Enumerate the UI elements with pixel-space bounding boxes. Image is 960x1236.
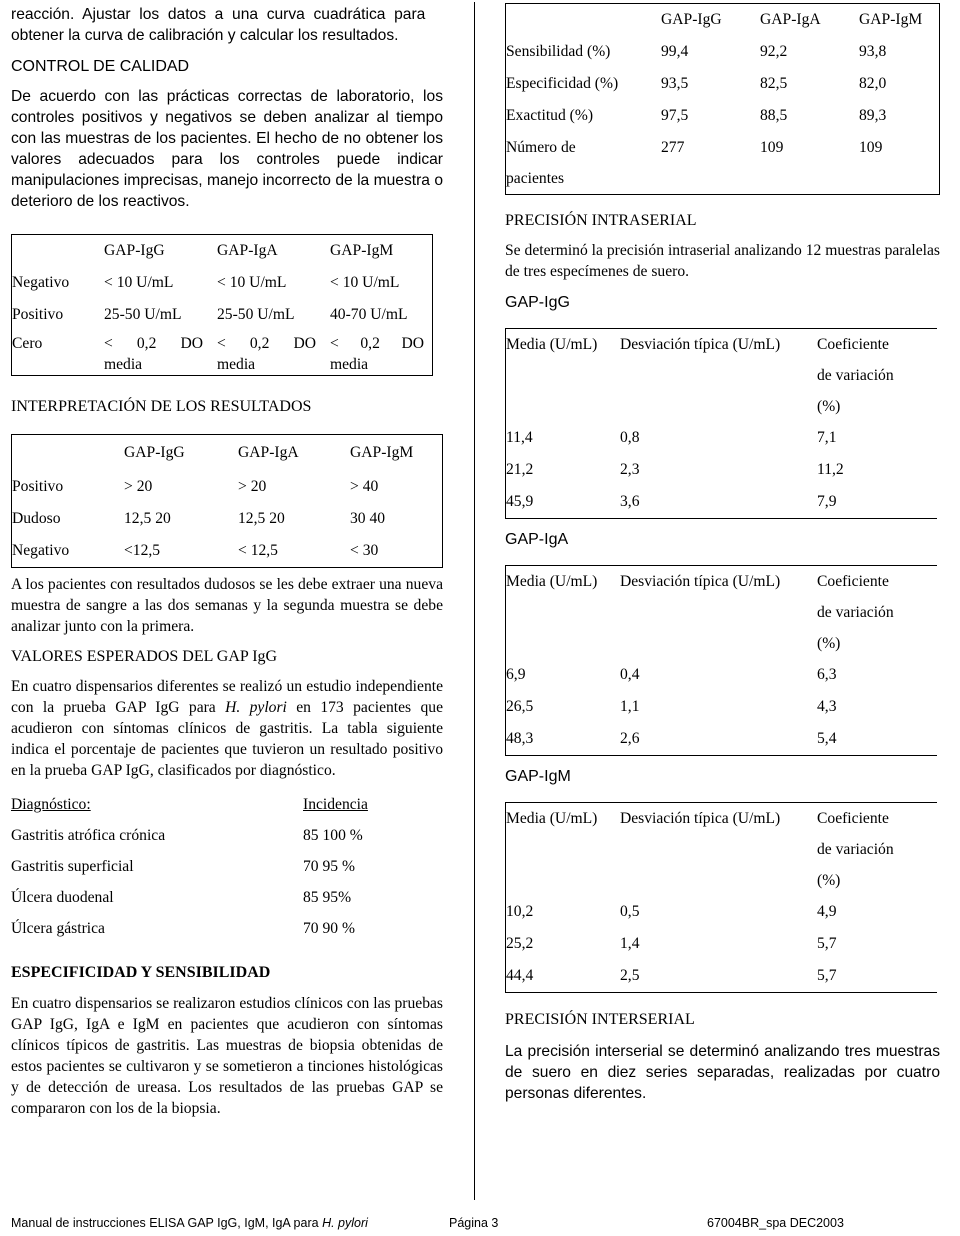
text-span: En cuatro dispensarios diferentes se realizó un estudio independiente con la prueba GAP IgG para [11,678,443,716]
table-cell: 26,5 [506,698,534,715]
intro-line: reacción. Ajustar los datos a una curva cuadrática para [11,6,426,23]
intro-text [11,4,443,46]
right-column [505,0,940,1104]
table-row [506,659,938,691]
table-header: Coeficiente de variación (%) [817,810,894,889]
table-cell: 12,5 20 [238,510,285,527]
table-cell: < 0,2 DO media [104,335,203,373]
sensitivity-table [505,3,940,195]
table-header: Media (U/mL) [506,573,598,590]
table-cell: 5,7 [817,967,837,984]
interserial-text: La precisión interserial se determinó analizando tres muestras de suero en diez series separadas, realizadas por cuatro personas diferentes. [505,1043,940,1102]
table-row [11,820,443,851]
table-cell: Positivo [12,478,64,495]
table-cell: Dudoso [12,510,61,527]
table-cell: 4,9 [817,903,837,920]
table-header: Media (U/mL) [506,810,598,827]
table-cell: 2,3 [620,461,640,478]
table-cell [12,235,105,268]
table-row [11,851,443,882]
table-header: Desviación típica (U/mL) [620,810,781,827]
table-row [12,331,433,376]
intraserial-text: Se determinó la precisión intraserial analizando 12 muestras paralelas de tres especímenes de suero. [505,242,940,280]
table-row [506,723,938,756]
table-cell: > 20 [238,478,267,495]
section-title-especificidad: ESPECIFICIDAD Y SENSIBILIDAD [11,964,271,981]
especificidad-text: En cuatro dispensarios se realizaron estudios clínicos con las pruebas GAP IgG, IgA e IgM en pacientes que acudieron con síntomas clínicos típicos de gastritis. Las muestras de biopsia obtenidas de estos pacientes se cultivaron y se sometieron a tinciones histológicas y de detección de ureasa. Los resultados de las pruebas GAP se compararon con los de la biopsia. [11,995,443,1117]
table-cell: Positivo [12,306,64,323]
table-cell: 1,4 [620,935,640,952]
footer-doc-code: 67004BR_spa DEC2003 [707,1216,844,1230]
table-header: Desviación típica (U/mL) [620,336,781,353]
table-cell: 93,5 [661,75,689,92]
table-cell: < 0,2 DO media [330,335,424,373]
table-cell: 0,4 [620,666,640,683]
table-cell: <12,5 [124,542,161,559]
table-header: GAP-IgG [124,444,185,461]
table-row [11,882,443,913]
table-cell: 1,1 [620,698,640,715]
table-header-row [506,4,940,37]
table-header [303,789,443,820]
italic-species: H. pylori [225,699,287,716]
table-header: GAP-IgA [238,444,299,461]
diagnosis-table [11,789,443,944]
interpretation-note: A los pacientes con resultados dudosos se les debe extraer una nueva muestra de sangre a las dos semanas y la segunda muestra se debe analizar junto con la primera. [11,576,443,635]
table-header: GAP-IgA [217,242,278,259]
table-row [506,486,938,519]
table-cell: < 30 [350,542,379,559]
table-cell: < 12,5 [238,542,278,559]
table-row [506,928,938,960]
table-cell: 5,7 [817,935,837,952]
table-cell: < 10 U/mL [104,274,174,291]
table-row [12,535,443,568]
section-title-interserial: PRECISIÓN INTERSERIAL [505,1011,695,1028]
column-divider [474,2,475,1200]
table-cell: 82,0 [859,75,887,92]
table-cell: 88,5 [760,107,788,124]
table-cell: Gastritis atrófica crónica [11,827,166,844]
table-cell: 70 95 % [303,858,355,875]
table-cell: 3,6 [620,493,640,510]
table-cell: 2,5 [620,967,640,984]
table-cell: Úlcera gástrica [11,920,105,937]
table-row [506,896,938,928]
table-cell: Número de pacientes [506,139,576,187]
table-row [506,960,938,993]
section-title-intraserial: PRECISIÓN INTRASERIAL [505,212,697,229]
table-cell: 45,9 [506,493,534,510]
table-cell: 25,2 [506,935,534,952]
table-cell: 6,9 [506,666,526,683]
table-cell: 7,1 [817,429,837,446]
table-cell: 70 90 % [303,920,355,937]
table-cell: Especificidad (%) [506,75,619,92]
table-header: GAP-IgM [350,444,414,461]
footer-manual-text: Manual de instrucciones ELISA GAP IgG, IgM, IgA para [11,1216,323,1230]
section-title-control-calidad: CONTROL DE CALIDAD [11,58,190,75]
table-cell: Negativo [12,274,70,291]
table-cell: Úlcera duodenal [11,889,114,906]
table-header: Coeficiente de variación (%) [817,573,894,652]
table-cell [12,435,125,472]
precision-table-igm [505,802,937,993]
group-label-iga: GAP-IgA [505,531,569,548]
table-header: GAP-IgM [859,11,923,28]
precision-table-iga [505,565,937,756]
table-header-row [12,235,433,268]
table-row [506,36,940,68]
table-row [506,100,940,132]
table-cell: 99,4 [661,43,689,60]
table-cell [506,4,662,37]
table-cell: < 0,2 DO media [217,335,316,373]
table-cell: 89,3 [859,107,887,124]
table-header: Media (U/mL) [506,336,598,353]
table-header: GAP-IgG [104,242,165,259]
table-row [506,691,938,723]
table-cell: 25-50 U/mL [217,306,295,323]
group-label-igg: GAP-IgG [505,294,570,311]
table-cell: 85 95% [303,889,352,906]
table-row [506,422,938,454]
table-cell: 93,8 [859,43,887,60]
table-row [506,454,938,486]
table-cell: 11,4 [506,429,533,446]
group-label-igm: GAP-IgM [505,768,571,785]
left-column [11,0,443,1119]
table-cell: 85 100 % [303,827,363,844]
precision-table-igg [505,328,937,519]
table-row [12,267,433,299]
table-cell: 6,3 [817,666,837,683]
footer-species: H. pylori [322,1216,368,1230]
valores-esperados-text [11,676,443,781]
table-cell: 5,4 [817,730,837,747]
section-title-valores-esperados: VALORES ESPERADOS DEL GAP IgG [11,648,278,665]
footer-manual-title [11,1216,368,1230]
table-cell: 92,2 [760,43,788,60]
table-cell: 25-50 U/mL [104,306,182,323]
table-cell: 0,5 [620,903,640,920]
interpretation-table [11,434,443,568]
table-cell: Sensibilidad (%) [506,43,611,60]
table-cell: > 40 [350,478,379,495]
table-header: Desviación típica (U/mL) [620,573,781,590]
table-cell: 10,2 [506,903,534,920]
table-cell: 277 [661,139,685,156]
table-row [12,299,433,331]
footer-page-number: Página 3 [449,1216,499,1230]
table-header: GAP-IgM [330,242,394,259]
table-header [11,789,303,820]
table-row [11,913,443,944]
table-row [12,471,443,503]
table-header: Coeficiente de variación (%) [817,336,894,415]
section-title-interpretacion: INTERPRETACIÓN DE LOS RESULTADOS [11,398,312,415]
table-header-row [11,789,443,820]
table-cell: 109 [760,139,784,156]
table-cell: < 10 U/mL [217,274,287,291]
table-cell: 11,2 [817,461,844,478]
table-cell: 97,5 [661,107,689,124]
table-cell: < 10 U/mL [330,274,400,291]
table-header-row [506,803,938,897]
table-cell: 21,2 [506,461,534,478]
table-row [506,68,940,100]
controls-table [11,234,433,376]
table-cell: 7,9 [817,493,837,510]
table-row [506,132,940,195]
table-cell: 40-70 U/mL [330,306,408,323]
header-diagnostico: Diagnóstico: [11,796,91,813]
table-header: GAP-IgG [661,11,722,28]
control-calidad-text: De acuerdo con las prácticas correctas de laboratorio, los controles positivos y negativos se deben analizar al tiempo con las muestras de los pacientes. El hecho de no obtener los valores adecuados para los controles puede indicar manipulaciones imprecisas, manejo incorrecto de la muestra o deterioro de los reactivos. [11,88,443,210]
table-cell: Negativo [12,542,70,559]
table-header-row [506,566,938,660]
table-cell: Exactitud (%) [506,107,594,124]
table-cell: 44,4 [506,967,534,984]
table-cell: Gastritis superficial [11,858,134,875]
text-span: en 173 pacientes que acudieron con síntomas clínicos de gastritis. La tabla siguiente indica el porcentaje de pacientes que tuvieron un resultado positivo en la prueba GAP IgG, clasificados por diagnóstico. [11,699,443,779]
table-cell: 82,5 [760,75,788,92]
table-cell: 4,3 [817,698,837,715]
table-cell: Cero [12,335,43,352]
table-cell: 12,5 20 [124,510,171,527]
table-header-row [506,329,938,423]
intro-line: obtener la curva de calibración y calcular los resultados. [11,27,399,44]
table-row [12,503,443,535]
table-cell: > 20 [124,478,153,495]
table-cell: 0,8 [620,429,640,446]
table-cell: 109 [859,139,883,156]
table-header-row [12,435,443,472]
table-cell: 30 40 [350,510,386,527]
table-header: GAP-IgA [760,11,821,28]
header-incidencia: Incidencia [303,796,368,813]
table-cell: 48,3 [506,730,534,747]
table-cell: 2,6 [620,730,640,747]
